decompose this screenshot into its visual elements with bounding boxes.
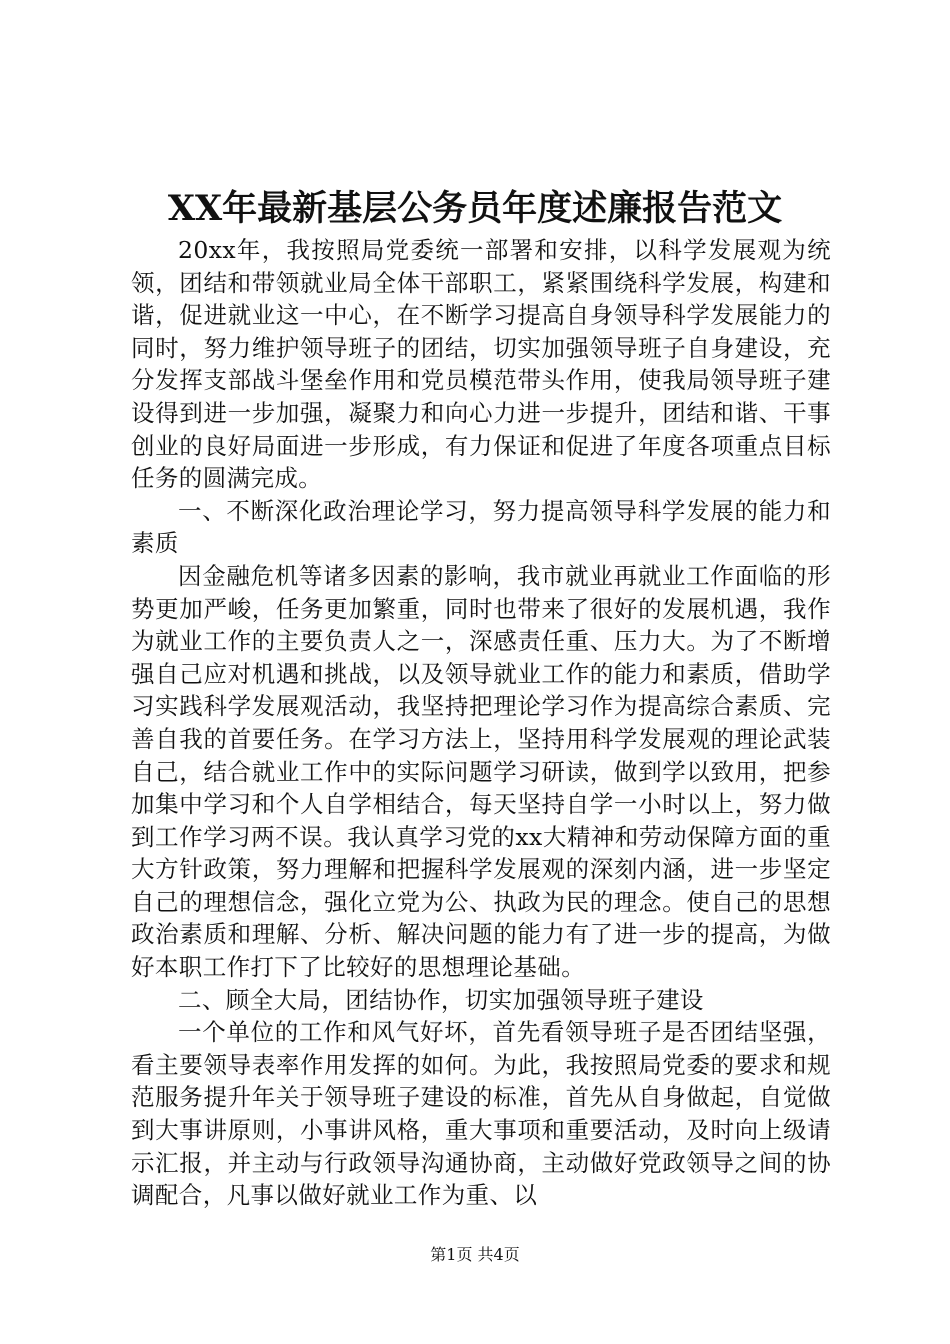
intro-paragraph: 20xx年，我按照局党委统一部署和安排，以科学发展观为统领，团结和带领就业局全体干部职工，紧紧围绕科学发展，构建和谐，促进就业这一中心，在不断学习提高自身领导科学发展能力的同时，努力维护领导班子的团结，切实加强领导班子自身建设，充分发挥支部战斗堡垒作用和党员模范带头作用，使我局领导班子建设得到进一步加强，凝聚力和向心力进一步提升，团结和谐、干事创业的良好局面进一步形成，有力保证和促进了年度各项重点目标任务的圆满完成。 <box>131 236 831 493</box>
document-body <box>131 234 831 1212</box>
document-title: XX年最新基层公务员年度述廉报告范文 <box>167 188 783 229</box>
section-2-paragraph: 一个单位的工作和风气好坏，首先看领导班子是否团结坚强，看主要领导表率作用发挥的如何。为此，我按照局党委的要求和规范服务提升年关于领导班子建设的标准，首先从自身做起，自觉做到大事讲原则，小事讲风格，重大事项和重要活动，及时向上级请示汇报，并主动与行政领导沟通协商，主动做好党政领导之间的协调配合，凡事以做好就业工作为重、以 <box>131 1018 831 1210</box>
section-heading-2: 二、顾全大局，团结协作，切实加强领导班子建设 <box>178 985 704 1014</box>
section-1-paragraph: 因金融危机等诸多因素的影响，我市就业再就业工作面临的形势更加严峻，任务更加繁重，同时也带来了很好的发展机遇，我作为就业工作的主要负责人之一，深感责任重、压力大。为了不断增强自己应对机遇和挑战，以及领导就业工作的能力和素质，借助学习实践科学发展观活动，我坚持把理论学习作为提高综合素质、完善自我的首要任务。在学习方法上，坚持用科学发展观的理论武装自己，结合就业工作中的实际问题学习研读，做到学以致用，把参加集中学习和个人自学相结合，每天坚持自学一小时以上，努力做到工作学习两不误。我认真学习党的xx大精神和劳动保障方面的重大方针政策，努力理解和把握科学发展观的深刻内涵，进一步坚定自己的理想信念，强化立党为公、执政为民的理念。使自己的思想政治素质和理解、分析、解决问题的能力有了进一步的提高，为做好本职工作打下了比较好的思想理论基础。 <box>131 561 831 982</box>
page-number-footer: 第1页 共4页 <box>430 1245 520 1264</box>
section-heading-1: 一、不断深化政治理论学习，努力提高领导科学发展的能力和素质 <box>131 496 831 558</box>
